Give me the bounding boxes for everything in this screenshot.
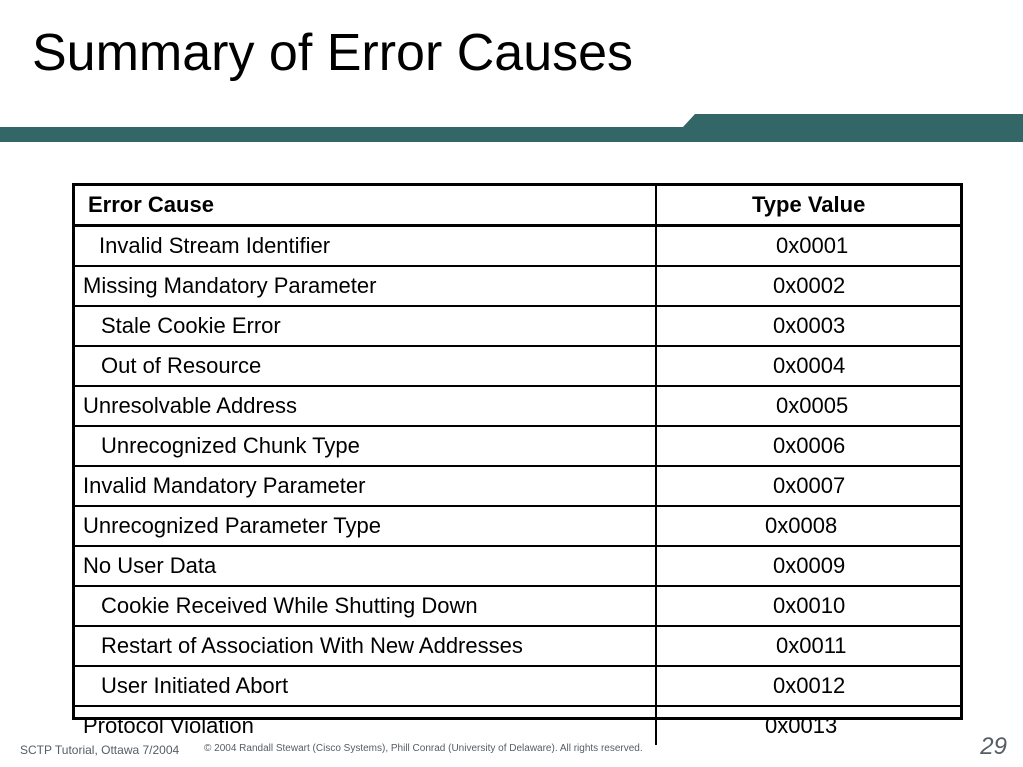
error-cause-table — [72, 183, 963, 738]
table-row — [75, 346, 960, 386]
accent-band-upper — [683, 114, 1023, 127]
type-value-cell: 0x0011 — [656, 626, 960, 666]
error-cause-cell: No User Data — [75, 546, 656, 586]
type-value-cell: 0x0009 — [656, 546, 960, 586]
footer-event-label: SCTP Tutorial, Ottawa 7/2004 — [20, 743, 180, 757]
type-value-cell: 0x0003 — [656, 306, 960, 346]
table-row — [75, 226, 960, 267]
error-cause-cell: Protocol Violation — [75, 706, 656, 745]
type-value-cell: 0x0004 — [656, 346, 960, 386]
error-cause-cell: Invalid Stream Identifier — [75, 226, 656, 267]
error-cause-cell: Unrecognized Chunk Type — [75, 426, 656, 466]
type-value-cell: 0x0013 — [765, 713, 838, 738]
page-number: 29 — [980, 733, 1007, 760]
table-row — [75, 466, 960, 506]
error-cause-cell: Invalid Mandatory Parameter — [75, 466, 656, 506]
table-row — [75, 266, 960, 306]
table-header-row — [75, 186, 960, 226]
footer-copyright: © 2004 Randall Stewart (Cisco Systems), Phill Conrad (University of Delaware). All rights reserved. — [204, 743, 643, 754]
table-row — [75, 626, 960, 666]
table-row — [75, 706, 960, 745]
accent-band-lower — [0, 127, 1023, 142]
type-value-cell: 0x0012 — [656, 666, 960, 706]
error-cause-cell: Unrecognized Parameter Type — [75, 506, 656, 546]
type-value-cell: 0x0010 — [656, 586, 960, 626]
table-row — [75, 426, 960, 466]
error-cause-cell: Out of Resource — [75, 346, 656, 386]
header-error-cause: Error Cause — [75, 186, 656, 226]
error-cause-cell: Cookie Received While Shutting Down — [75, 586, 656, 626]
error-cause-cell: Restart of Association With New Addresses — [75, 626, 656, 666]
type-value-cell: 0x0008 — [656, 506, 960, 546]
type-value-cell: 0x0001 — [656, 226, 960, 267]
title-accent-band — [0, 114, 1023, 142]
header-type-value: Type Value — [656, 186, 960, 226]
table-row — [75, 586, 960, 626]
error-cause-cell: Missing Mandatory Parameter — [75, 266, 656, 306]
error-cause-cell: Stale Cookie Error — [75, 306, 656, 346]
error-cause-cell: Unresolvable Address — [75, 386, 656, 426]
error-cause-cell: User Initiated Abort — [75, 666, 656, 706]
table-row — [75, 386, 960, 426]
type-value-cell: 0x0005 — [656, 386, 960, 426]
type-value-cell: 0x0006 — [656, 426, 960, 466]
type-value-cell: 0x0007 — [656, 466, 960, 506]
table-row — [75, 546, 960, 586]
slide-title: Summary of Error Causes — [32, 24, 634, 82]
type-value-cell: 0x0002 — [656, 266, 960, 306]
table-row — [75, 306, 960, 346]
table-row — [75, 666, 960, 706]
table-row — [75, 506, 960, 546]
